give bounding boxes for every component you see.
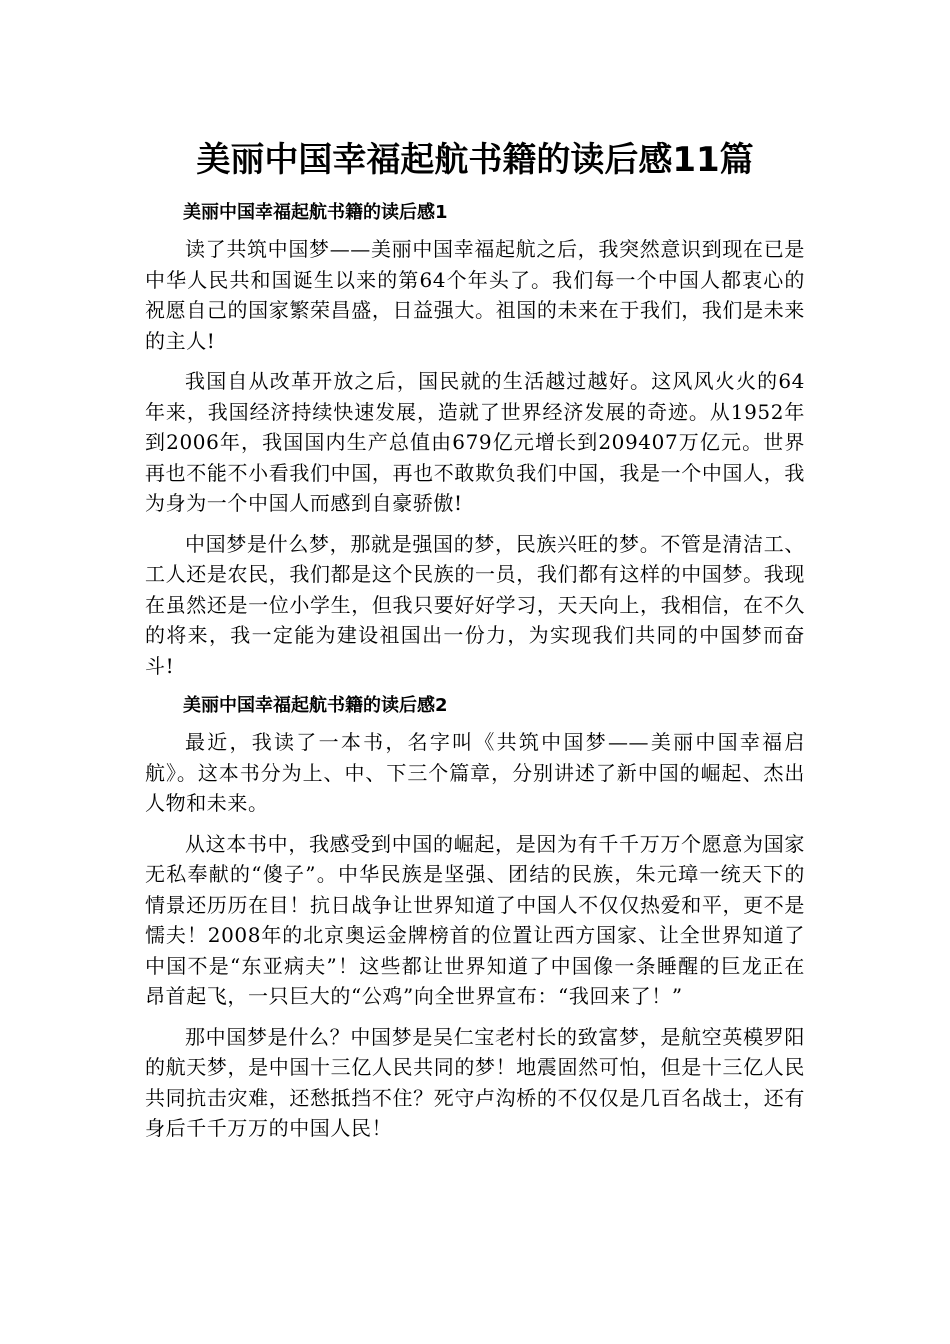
paragraph: 读了共筑中国梦——美丽中国幸福起航之后，我突然意识到现在已是中华人民共和国诞生以来的第64个年头了。我们每一个中国人都衷心的祝愿自己的国家繁荣昌盛，日益强大。祖国的未来在于我们，我们是未来的主人!: [145, 237, 805, 353]
document-title: 美丽中国幸福起航书籍的读后感11篇: [196, 140, 754, 180]
paragraph: 中国梦是什么梦，那就是强国的梦，民族兴旺的梦。不管是清洁工、工人还是农民，我们都是这个民族的一员，我们都有这样的中国梦。我现在虽然还是一位小学生，但我只要好好学习，天天向上，我相信，在不久的将来，我一定能为建设祖国出一份力，为实现我们共同的中国梦而奋斗!: [145, 531, 805, 678]
document-body: [145, 198, 805, 1154]
section-heading: 美丽中国幸福起航书籍的读后感2: [183, 695, 448, 716]
paragraph: 最近，我读了一本书，名字叫《共筑中国梦——美丽中国幸福启航》。这本书分为上、中、下三个篇章，分别讲述了新中国的崛起、杰出人物和未来。: [145, 730, 805, 815]
paragraph: 我国自从改革开放之后，国民就的生活越过越好。这风风火火的64年来，我国经济持续快速发展，造就了世界经济发展的奇迹。从1952年到2006年，我国国内生产总值由679亿元增长到209407万亿元。世界再也不能不小看我们中国，再也不敢欺负我们中国，我是一个中国人，我为身为一个中国人而感到自豪骄傲!: [145, 369, 805, 515]
paragraph: 那中国梦是什么？中国梦是吴仁宝老村长的致富梦，是航空英模罗阳的航天梦，是中国十三亿人民共同的梦！地震固然可怕，但是十三亿人民共同抗击灾难，还愁抵挡不住？死守卢沟桥的不仅仅是几百名战士，还有身后千千万万的中国人民！: [145, 1024, 805, 1140]
section-2: [145, 691, 805, 1144]
paragraph: 从这本书中，我感受到中国的崛起，是因为有千千万万个愿意为国家无私奉献的“傻子”。中华民族是坚强、团结的民族，朱元璋一统天下的情景还历历在目！抗日战争让世界知道了中国人不仅仅热爱和平，更不是懦夫！2008年的北京奥运金牌榜首的位置让西方国家、让全世界知道了中国不是“东亚病夫”！这些都让世界知道了中国像一条睡醒的巨龙正在昂首起飞，一只巨大的“公鸡”向全世界宣布：“我回来了！”: [145, 831, 805, 1008]
section-heading: 美丽中国幸福起航书籍的读后感1: [183, 202, 448, 223]
section-1: [145, 198, 805, 681]
